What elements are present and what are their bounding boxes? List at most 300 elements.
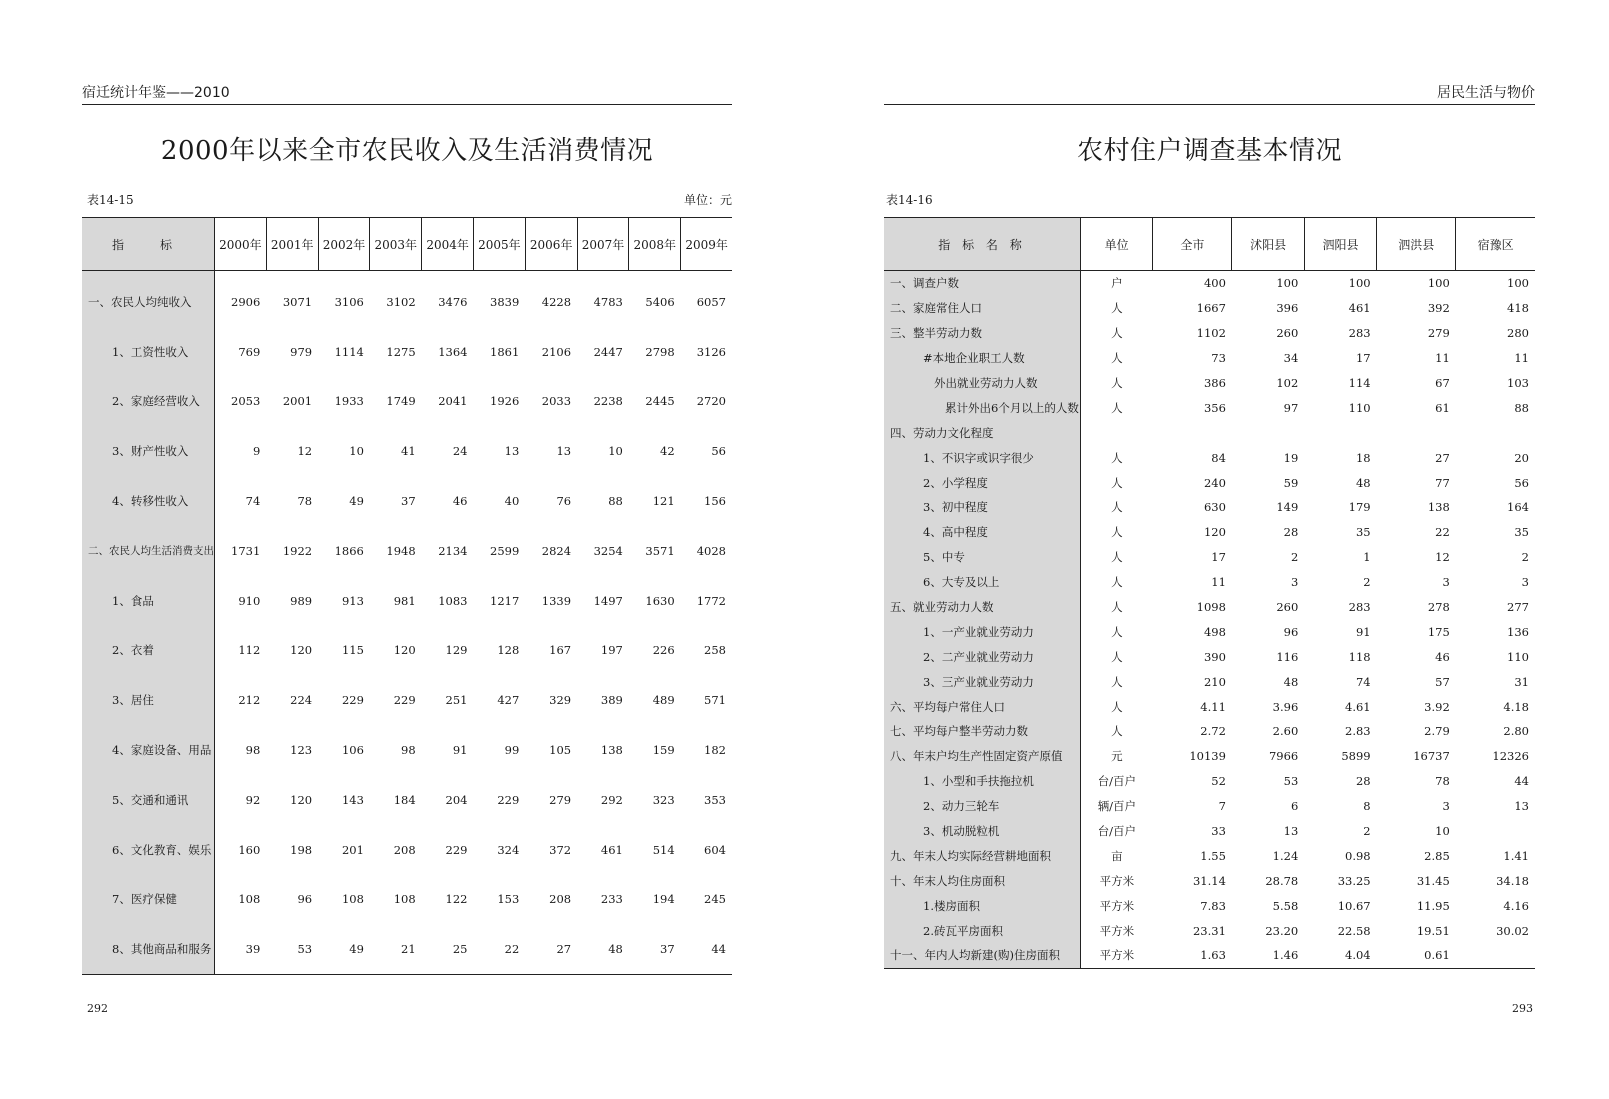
cell-value: 34.18 [1496,873,1529,888]
cell-value: 1866 [334,543,364,558]
row-label: 1.楼房面积 [884,893,1081,918]
cell-value: 88 [1514,400,1529,415]
cell-value: 604 [704,842,726,857]
row-label: #本地企业职工人数 [884,346,1081,371]
table-row [82,825,732,875]
row-label: 3、初中程度 [884,495,1081,520]
cell-value: 4.18 [1503,699,1529,714]
row-label: 5、中专 [884,545,1081,570]
cell-value: 159 [652,743,675,758]
table-row [884,943,1535,968]
cell-value: 77 [1435,475,1450,490]
cell-value: 2.60 [1272,724,1299,739]
cell-value: 44 [1514,774,1529,789]
column-header-year: 2007年 [577,218,629,271]
cell-value: 61 [1435,400,1450,415]
cell-value: 116 [1276,649,1299,664]
row-label: 1、小型和手扶拖拉机 [884,769,1081,794]
cell-value: 323 [652,792,675,807]
cell-value: 74 [1355,674,1371,689]
cell-value: 356 [1203,400,1226,415]
row-unit: 人 [1111,724,1123,739]
cell-value: 989 [290,593,313,608]
table-row [884,769,1535,794]
cell-value: 156 [704,494,726,509]
table-header-row [82,218,732,271]
table-row [82,377,732,427]
cell-value: 106 [341,743,364,758]
row-label: 八、年末户均生产性固定资产原值 [884,744,1081,769]
table-row [884,346,1535,371]
table-row [884,819,1535,844]
table-row [884,420,1535,445]
table-row [82,426,732,476]
cell-value: 277 [1507,600,1529,615]
cell-value: 98 [401,743,416,758]
row-label: 4、高中程度 [884,520,1081,545]
table-row [884,495,1535,520]
cell-value: 1098 [1196,600,1226,615]
cell-value: 23.20 [1265,923,1299,938]
table-row [82,476,732,526]
column-header-year: 2003年 [370,218,422,271]
cell-value: 1339 [541,593,572,608]
row-label: 累计外出6个月以上的人数 [884,395,1081,420]
cell-value: 48 [1355,475,1371,490]
running-head [82,84,732,105]
column-header-region: 宿豫区 [1456,218,1535,271]
column-header-region: 全市 [1153,218,1232,271]
cell-value: 226 [652,643,675,658]
cell-value: 229 [497,792,520,807]
column-header-year: 2004年 [422,218,474,271]
table-row [884,644,1535,669]
row-unit: 台/百户 [1097,824,1137,839]
cell-value: 1749 [386,394,416,409]
cell-value: 229 [341,693,364,708]
cell-value: 251 [445,693,468,708]
cell-value: 18 [1355,450,1371,465]
cell-value: 279 [1427,326,1450,341]
row-unit: 平方米 [1099,873,1135,888]
column-header-year: 2001年 [266,218,318,271]
cell-value: 115 [341,643,364,658]
cell-value: 100 [1427,276,1450,291]
cell-value: 2041 [438,394,468,409]
cell-value: 913 [341,593,364,608]
row-label: 1、工资性收入 [82,327,215,377]
row-unit: 人 [1111,600,1123,615]
cell-value: 260 [1276,326,1299,341]
row-unit: 户 [1111,276,1123,291]
cell-value: 118 [1348,649,1371,664]
unit-label: 单位：元 [683,193,732,207]
cell-value: 1630 [645,593,675,608]
cell-value: 13 [556,444,572,459]
table-row [884,545,1535,570]
cell-value: 1.55 [1200,848,1226,863]
cell-value: 100 [1276,276,1299,291]
cell-value: 4.61 [1345,699,1371,714]
cell-value: 102 [1276,376,1299,390]
cell-value: 3106 [334,294,364,309]
cell-value: 2001 [282,394,313,409]
cell-value: 167 [549,643,572,658]
table-row [82,271,732,327]
table-row [82,526,732,576]
table-row [82,327,732,377]
row-unit [1081,420,1153,445]
cell-value: 4783 [593,294,623,309]
column-header-year: 2000年 [215,218,267,271]
cell-value: 1083 [438,593,468,608]
cell-value: 7 [1218,799,1226,814]
cell-value: 197 [600,643,623,658]
cell-value: 489 [652,693,675,708]
cell-value: 194 [652,892,675,907]
table-row [82,675,732,725]
cell-value: 99 [504,743,520,758]
cell-value: 33.25 [1337,873,1371,888]
row-unit: 人 [1111,450,1123,465]
column-header-region: 泗洪县 [1377,218,1456,271]
cell-value: 3571 [645,543,675,558]
cell-value: 8 [1363,799,1371,814]
table-row [884,744,1535,769]
cell-value: 91 [1355,624,1371,639]
cell-value: 392 [1427,301,1450,316]
cell-value: 96 [297,892,313,907]
table-row [82,775,732,825]
cell-value: 114 [1348,376,1371,390]
table-row [884,570,1535,595]
row-unit: 台/百户 [1097,774,1137,789]
cell-value: 37 [660,942,675,957]
cell-value: 208 [393,842,416,857]
cell-value: 53 [1283,774,1299,789]
cell-value: 3126 [696,344,726,359]
cell-value: 10 [349,444,364,459]
table-title: 农村住户调查基本情况 [1076,136,1342,166]
row-label: 2、小学程度 [884,470,1081,495]
cell-value: 5899 [1341,749,1371,764]
cell-value: 74 [245,494,261,509]
cell-value: 283 [1348,326,1371,341]
table-row [884,694,1535,719]
cell-value: 2906 [231,294,261,309]
cell-value: 224 [290,693,313,708]
cell-value: 34 [1283,351,1299,366]
row-label: 六、平均每户常住人口 [884,694,1081,719]
cell-value: 5.58 [1272,898,1299,913]
cell-value: 3 [1442,799,1450,814]
cell-value [1153,420,1232,445]
cell-value: 4.11 [1200,699,1226,714]
cell-value: 10139 [1189,749,1226,764]
row-unit: 平方米 [1099,948,1135,963]
row-unit: 人 [1111,475,1123,490]
cell-value: 0.61 [1424,948,1450,963]
row-label: 1、一产业就业劳动力 [884,619,1081,644]
cell-value: 108 [341,892,364,907]
cell-value: 33 [1211,824,1226,839]
cell-value: 2 [1363,824,1371,839]
cell-value: 123 [290,743,313,758]
cell-value: 13 [1514,799,1529,814]
column-header-year: 2002年 [318,218,370,271]
cell-value: 7.83 [1200,898,1226,913]
cell-value: 278 [1427,600,1450,615]
cell-value: 2053 [231,394,261,409]
cell-value: 31.45 [1416,873,1450,888]
cell-value: 2106 [541,344,572,359]
cell-value: 210 [1203,674,1226,689]
cell-value: 3 [1290,575,1299,590]
row-unit: 人 [1111,351,1123,366]
cell-value: 2599 [490,543,520,558]
column-header-year: 2009年 [681,218,732,271]
cell-value: 105 [549,743,572,758]
rural-survey-table [884,217,1535,969]
table-row [82,576,732,626]
cell-value: 11 [1514,351,1529,366]
cell-value: 1731 [231,543,261,558]
cell-value: 630 [1203,500,1226,515]
cell-value: 136 [1507,624,1529,639]
row-unit: 人 [1111,525,1123,540]
cell-value: 1948 [386,543,416,558]
column-header-year: 2008年 [629,218,681,271]
cell-value: 67 [1435,376,1450,390]
cell-value: 84 [1211,450,1226,465]
cell-value: 25 [452,942,468,957]
row-label: 1、食品 [82,576,215,626]
column-header-year: 2006年 [525,218,577,271]
cell-value: 31.14 [1192,873,1226,888]
row-label: 二、农民人均生活消费支出 [82,526,215,576]
row-unit: 人 [1111,301,1123,316]
row-unit: 平方米 [1099,923,1135,938]
cell-value: 1364 [438,344,468,359]
row-label: 1、不识字或识字很少 [884,445,1081,470]
row-label: 七、平均每户整半劳动力数 [884,719,1081,744]
cell-value: 11 [1435,351,1450,366]
row-label: 3、财产性收入 [82,426,215,476]
row-unit: 人 [1111,624,1123,639]
cell-value: 35 [1355,525,1371,540]
cell-value: 2.79 [1424,724,1450,739]
row-label: 3、居住 [82,675,215,725]
cell-value: 110 [1348,400,1371,415]
cell-value: 44 [711,942,726,957]
row-label: 2、动力三轮车 [884,794,1081,819]
cell-value: 212 [238,693,261,708]
cell-value: 182 [704,743,726,758]
table-row [884,445,1535,470]
cell-value: 418 [1507,301,1529,316]
cell-value: 1275 [386,344,416,359]
cell-value: 3839 [490,294,520,309]
cell-value: 283 [1348,600,1371,615]
cell-value: 120 [290,792,313,807]
cell-value: 10 [608,444,623,459]
table-title: 2000年以来全市农民收入及生活消费情况 [160,136,654,166]
cell-value: 3.92 [1424,699,1450,714]
cell-value: 73 [1211,351,1226,366]
row-unit: 人 [1111,500,1123,515]
page-number: 293 [1512,1002,1533,1015]
row-label: 2、二产业就业劳动力 [884,644,1081,669]
cell-value: 52 [1211,774,1226,789]
cell-value: 3254 [593,543,623,558]
cell-value: 20 [1514,450,1529,465]
row-label: 外出就业劳动力人数 [884,371,1081,396]
row-label: 一、调查户数 [884,271,1081,296]
cell-value: 110 [1507,649,1529,664]
table-number: 表14-15 [87,193,134,207]
cell-value: 59 [1283,475,1299,490]
cell-value: 981 [393,593,416,608]
cell-value: 11 [1211,575,1226,590]
cell-value: 22 [1435,525,1450,540]
cell-value: 160 [238,842,261,857]
cell-value: 41 [401,444,416,459]
cell-value: 12 [297,444,313,459]
cell-value: 27 [556,942,572,957]
cell-value: 386 [1203,376,1226,390]
cell-value: 1 [1363,550,1371,565]
table-row [884,669,1535,694]
table-row [884,918,1535,943]
cell-value: 279 [549,792,572,807]
cell-value: 13 [1283,824,1299,839]
row-label: 十一、年内人均新建(购)住房面积 [884,943,1081,968]
cell-value: 22 [504,942,520,957]
cell-value: 48 [608,942,623,957]
row-label: 五、就业劳动力人数 [884,595,1081,620]
cell-value: 1.41 [1503,848,1529,863]
cell-value: 7966 [1268,749,1299,764]
cell-value: 175 [1427,624,1450,639]
row-label: 7、医疗保健 [82,875,215,925]
row-label: 九、年末人均实际经营耕地面积 [884,843,1081,868]
cell-value: 21 [401,942,416,957]
cell-value: 514 [652,842,675,857]
row-label: 8、其他商品和服务 [82,924,215,974]
table-row [82,875,732,925]
cell-value: 97 [1283,400,1299,415]
cell-value: 28 [1355,774,1371,789]
table-number: 表14-16 [886,193,933,207]
cell-value: 1497 [593,593,623,608]
cell-value: 122 [445,892,468,907]
cell-value: 88 [608,494,623,509]
row-label: 一、农民人均纯收入 [82,271,215,327]
table-header-row [884,218,1535,271]
cell-value: 240 [1203,475,1226,490]
table-row [884,271,1535,296]
cell-value: 2 [1521,550,1529,565]
cell-value: 2238 [593,394,623,409]
cell-value: 6 [1290,799,1299,814]
cell-value: 98 [245,743,261,758]
cell-value: 280 [1507,326,1529,341]
cell-value: 2447 [593,344,623,359]
cell-value: 208 [549,892,572,907]
cell-value: 329 [549,693,572,708]
cell-value: 92 [245,792,261,807]
cell-value: 2 [1363,575,1371,590]
row-label: 4、家庭设备、用品 [82,725,215,775]
cell-value: 49 [349,942,364,957]
cell-value: 128 [497,643,520,658]
row-label: 6、文化教育、娱乐 [82,825,215,875]
cell-value: 28 [1283,525,1299,540]
cell-value: 46 [1435,649,1450,664]
cell-value: 1926 [490,394,520,409]
cell-value [1456,819,1535,844]
row-unit: 元 [1111,749,1123,764]
cell-value: 769 [238,344,261,359]
cell-value: 2.72 [1200,724,1226,739]
cell-value: 37 [401,494,416,509]
cell-value: 4.04 [1345,948,1371,963]
running-head [884,84,1535,105]
row-label: 2、衣着 [82,626,215,676]
cell-value: 46 [452,494,468,509]
page-number: 292 [87,1002,108,1015]
row-unit: 人 [1111,674,1123,689]
row-label: 5、交通和通讯 [82,775,215,825]
cell-value: 1922 [282,543,313,558]
cell-value: 48 [1283,674,1299,689]
cell-value: 2 [1290,550,1299,565]
cell-value: 96 [1283,624,1299,639]
row-label: 4、转移性收入 [82,476,215,526]
table-row [884,520,1535,545]
cell-value: 39 [245,942,261,957]
row-unit: 人 [1111,649,1123,664]
cell-value: 3071 [282,294,313,309]
cell-value: 138 [600,743,623,758]
row-label: 3、机动脱粒机 [884,819,1081,844]
table-row [884,619,1535,644]
table-row [884,321,1535,346]
cell-value: 2.85 [1424,848,1450,863]
cell-value: 400 [1203,276,1226,291]
cell-value: 1217 [490,593,520,608]
cell-value: 2798 [645,344,675,359]
cell-value [1456,943,1535,968]
cell-value: 324 [497,842,520,857]
cell-value: 2824 [541,543,572,558]
cell-value: 184 [393,792,416,807]
table-row [884,595,1535,620]
cell-value: 120 [1203,525,1226,540]
cell-value: 461 [1348,301,1371,316]
cell-value [1304,420,1376,445]
table-row [82,626,732,676]
cell-value: 1667 [1196,301,1226,316]
cell-value: 910 [238,593,261,608]
cell-value: 22.58 [1337,923,1371,938]
row-label: 四、劳动力文化程度 [884,420,1081,445]
cell-value: 9 [252,444,261,459]
row-label: 3、三产业就业劳动力 [884,669,1081,694]
cell-value: 42 [660,444,675,459]
cell-value: 2.80 [1503,724,1529,739]
cell-value: 204 [445,792,468,807]
